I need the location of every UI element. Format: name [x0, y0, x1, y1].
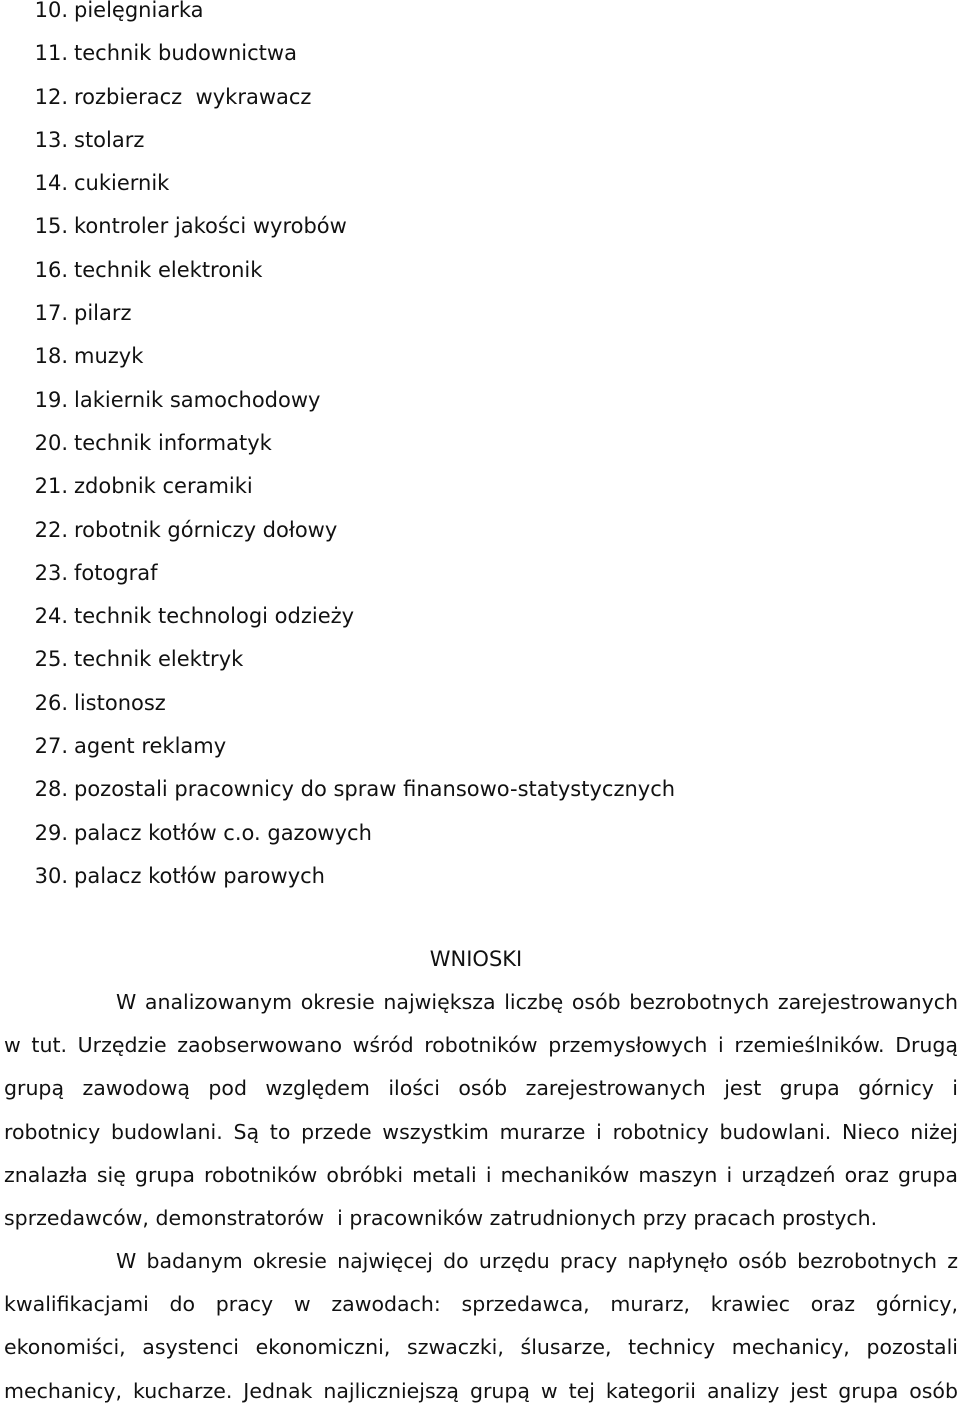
- list-item-text: technik budownictwa: [74, 41, 297, 66]
- list-item-number: 22.: [34, 517, 68, 542]
- list-item-text: zdobnik ceramiki: [74, 474, 253, 499]
- conclusions-paragraph-1: [4, 981, 958, 1240]
- list-item-text: pozostali pracownicy do spraw finansowo-statystycznych: [74, 777, 676, 802]
- list-item: [0, 379, 960, 422]
- paragraph-line: znalazła się grupa robotników obróbki metali i mechaników maszyn i urządzeń oraz grupa: [4, 1162, 958, 1187]
- paragraph-line: ekonomiści, asystenci ekonomiczni, szwaczki, ślusarze, technicy mechanicy, pozostali: [4, 1335, 958, 1360]
- list-item-number: 30.: [34, 863, 68, 888]
- list-item: [0, 552, 960, 595]
- list-item-text: agent reklamy: [74, 734, 227, 759]
- list-item: [0, 76, 960, 119]
- list-item-text: kontroler jakości wyrobów: [74, 214, 347, 239]
- list-item-number: 24.: [34, 604, 68, 629]
- list-item: [0, 812, 960, 855]
- list-item-number: 26.: [34, 690, 68, 715]
- list-item-number: 23.: [34, 560, 68, 585]
- list-item-number: 20.: [34, 430, 68, 455]
- list-item-text: cukiernik: [74, 171, 170, 196]
- list-item-number: 13.: [34, 127, 68, 152]
- list-item-number: 28.: [34, 777, 68, 802]
- list-item: [0, 768, 960, 811]
- list-item-number: 17.: [34, 301, 68, 326]
- list-item-number: 16.: [34, 257, 68, 282]
- list-item-number: 14.: [34, 171, 68, 196]
- list-item: [0, 292, 960, 335]
- paragraph-line: mechanicy, kucharze. Jednak najliczniejszą grupą w tej kategorii analizy jest grupa osób: [4, 1378, 958, 1403]
- conclusions-heading: WNIOSKI: [429, 947, 523, 971]
- list-item-number: 29.: [34, 820, 68, 845]
- list-item: [0, 249, 960, 292]
- list-item: [0, 465, 960, 508]
- list-item-text: palacz kotłów parowych: [74, 863, 325, 888]
- paragraph-line: kwalifikacjami do pracy w zawodach: sprzedawca, murarz, krawiec oraz górnicy,: [4, 1292, 958, 1317]
- list-item: [0, 335, 960, 378]
- list-item-number: 25.: [34, 647, 68, 672]
- list-item-text: technik elektryk: [74, 647, 244, 672]
- list-item-text: rozbieracz wykrawacz: [74, 84, 312, 109]
- list-item: [0, 595, 960, 638]
- list-item-text: muzyk: [74, 344, 144, 369]
- list-item: [0, 205, 960, 248]
- paragraph-line: robotnicy budowlani. Są to przede wszystkim murarze i robotnicy budowlani. Nieco niżej: [4, 1119, 958, 1144]
- list-item: [0, 855, 960, 898]
- list-item-number: 11.: [34, 41, 68, 66]
- list-item: [0, 0, 960, 32]
- list-item-number: 27.: [34, 734, 68, 759]
- paragraph-line: grupą zawodową pod względem ilości osób zarejestrowanych jest grupa górnicy i: [4, 1076, 958, 1101]
- list-item: [0, 725, 960, 768]
- list-item: [0, 162, 960, 205]
- list-item-number: 18.: [34, 344, 68, 369]
- list-item: [0, 682, 960, 725]
- list-item-number: 12.: [34, 84, 68, 109]
- list-item-text: fotograf: [74, 560, 158, 585]
- conclusions-paragraph-2: [4, 1240, 958, 1413]
- list-item: [0, 119, 960, 162]
- list-item-text: technik informatyk: [74, 430, 272, 455]
- list-item-text: stolarz: [74, 127, 145, 152]
- list-item-number: 10.: [34, 0, 68, 22]
- paragraph-line: w tut. Urzędzie zaobserwowano wśród robotników przemysłowych i rzemieślników. Drugą: [4, 1033, 958, 1058]
- list-item-number: 15.: [34, 214, 68, 239]
- list-item-text: technik elektronik: [74, 257, 263, 282]
- list-item: [0, 638, 960, 681]
- paragraph-line: W analizowanym okresie największa liczbę osób bezrobotnych zarejestrowanych: [116, 990, 958, 1014]
- list-item: [0, 509, 960, 552]
- list-item-text: pielęgniarka: [74, 0, 204, 22]
- list-item-text: technik technologi odzieży: [74, 604, 355, 629]
- list-item: [0, 32, 960, 75]
- paragraph-line: sprzedawców, demonstratorów i pracowników zatrudnionych przy pracach prostych.: [4, 1205, 878, 1230]
- list-item-text: pilarz: [74, 301, 132, 326]
- paragraph-line: W badanym okresie najwięcej do urzędu pracy napłynęło osób bezrobotnych z: [116, 1249, 958, 1273]
- list-item: [0, 422, 960, 465]
- list-item-text: lakiernik samochodowy: [74, 387, 321, 412]
- list-item-number: 21.: [34, 474, 68, 499]
- list-item-text: robotnik górniczy dołowy: [74, 517, 338, 542]
- list-item-text: palacz kotłów c.o. gazowych: [74, 820, 372, 845]
- list-item-number: 19.: [34, 387, 68, 412]
- list-item-text: listonosz: [74, 690, 166, 715]
